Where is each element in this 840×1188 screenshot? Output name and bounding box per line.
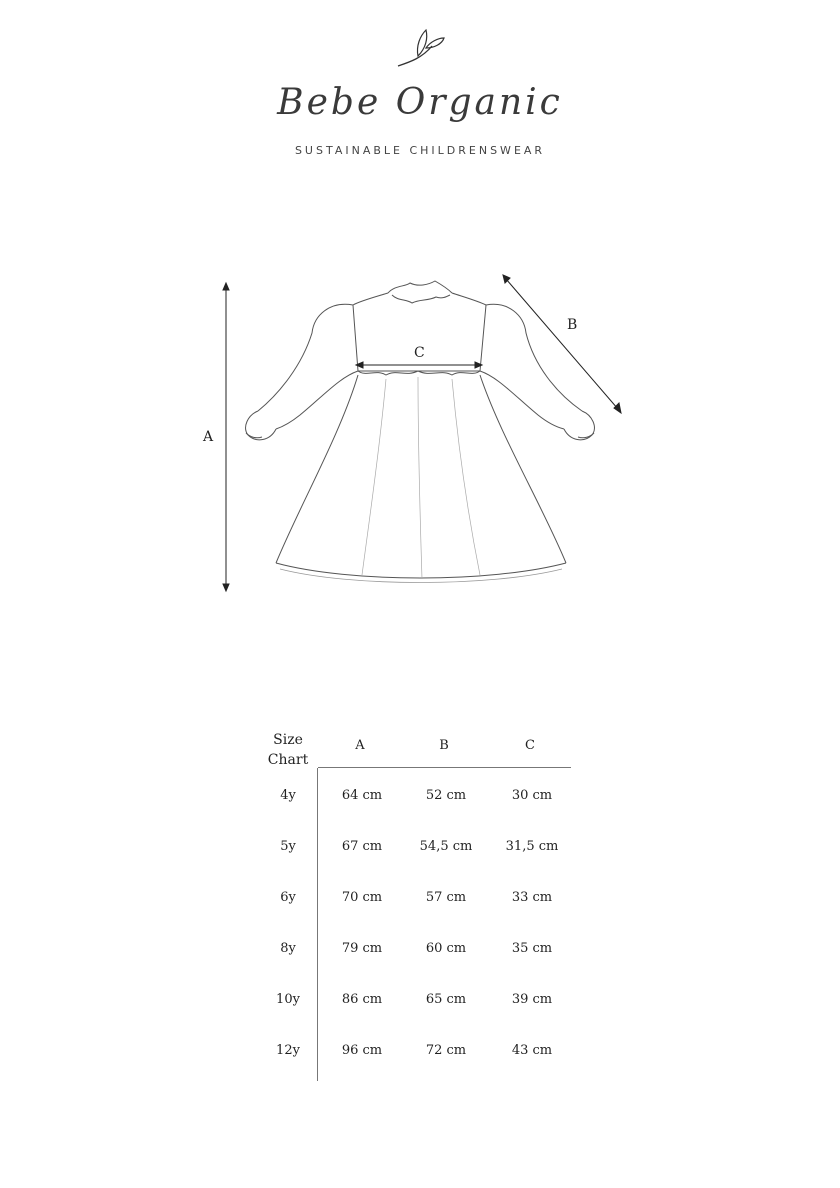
cell-5y-c: 31,5 cm: [505, 839, 559, 854]
size-chart-table: [250, 722, 580, 1082]
column-header-a: A: [355, 738, 365, 753]
cell-6y-b: 57 cm: [425, 890, 467, 905]
brand-header: [0, 0, 840, 170]
cell-8y-a: 79 cm: [341, 941, 383, 956]
cell-10y-a: 86 cm: [341, 992, 383, 1007]
cell-5y-a: 67 cm: [341, 839, 383, 854]
cell-5y-b: 54,5 cm: [419, 839, 473, 854]
cell-12y-a: 96 cm: [341, 1043, 383, 1058]
leaf-icon: [392, 16, 448, 72]
table-header-divider: [318, 767, 571, 768]
dress-outline-icon: [190, 265, 650, 605]
cell-12y-b: 72 cm: [425, 1043, 467, 1058]
brand-name: Bebe Organic: [277, 82, 563, 123]
cell-6y-a: 70 cm: [341, 890, 383, 905]
cell-4y-c: 30 cm: [511, 788, 553, 803]
column-header-c: C: [525, 738, 535, 753]
column-header-b: B: [439, 738, 449, 753]
cell-6y-c: 33 cm: [511, 890, 553, 905]
cell-8y-b: 60 cm: [425, 941, 467, 956]
cell-4y-a: 64 cm: [341, 788, 383, 803]
table-column-divider: [317, 768, 318, 1081]
row-size-5y: 5y: [280, 839, 296, 854]
cell-4y-b: 52 cm: [425, 788, 467, 803]
cell-10y-c: 39 cm: [511, 992, 553, 1007]
dim-label-b: B: [567, 317, 578, 333]
row-size-6y: 6y: [280, 890, 296, 905]
cell-10y-b: 65 cm: [425, 992, 467, 1007]
size-chart-header: [258, 730, 318, 770]
row-size-12y: 12y: [276, 1043, 300, 1058]
cell-12y-c: 43 cm: [511, 1043, 553, 1058]
row-size-4y: 4y: [280, 788, 296, 803]
size-chart-header-line2: Chart: [267, 752, 309, 768]
size-chart-header-line1: Size: [273, 732, 303, 748]
row-size-10y: 10y: [276, 992, 300, 1007]
dim-label-c: C: [414, 345, 425, 361]
row-size-8y: 8y: [280, 941, 296, 956]
brand-tagline: SUSTAINABLE CHILDRENSWEAR: [294, 144, 546, 157]
measurement-diagram: [190, 265, 650, 605]
cell-8y-c: 35 cm: [511, 941, 553, 956]
dim-label-a: A: [203, 429, 214, 445]
